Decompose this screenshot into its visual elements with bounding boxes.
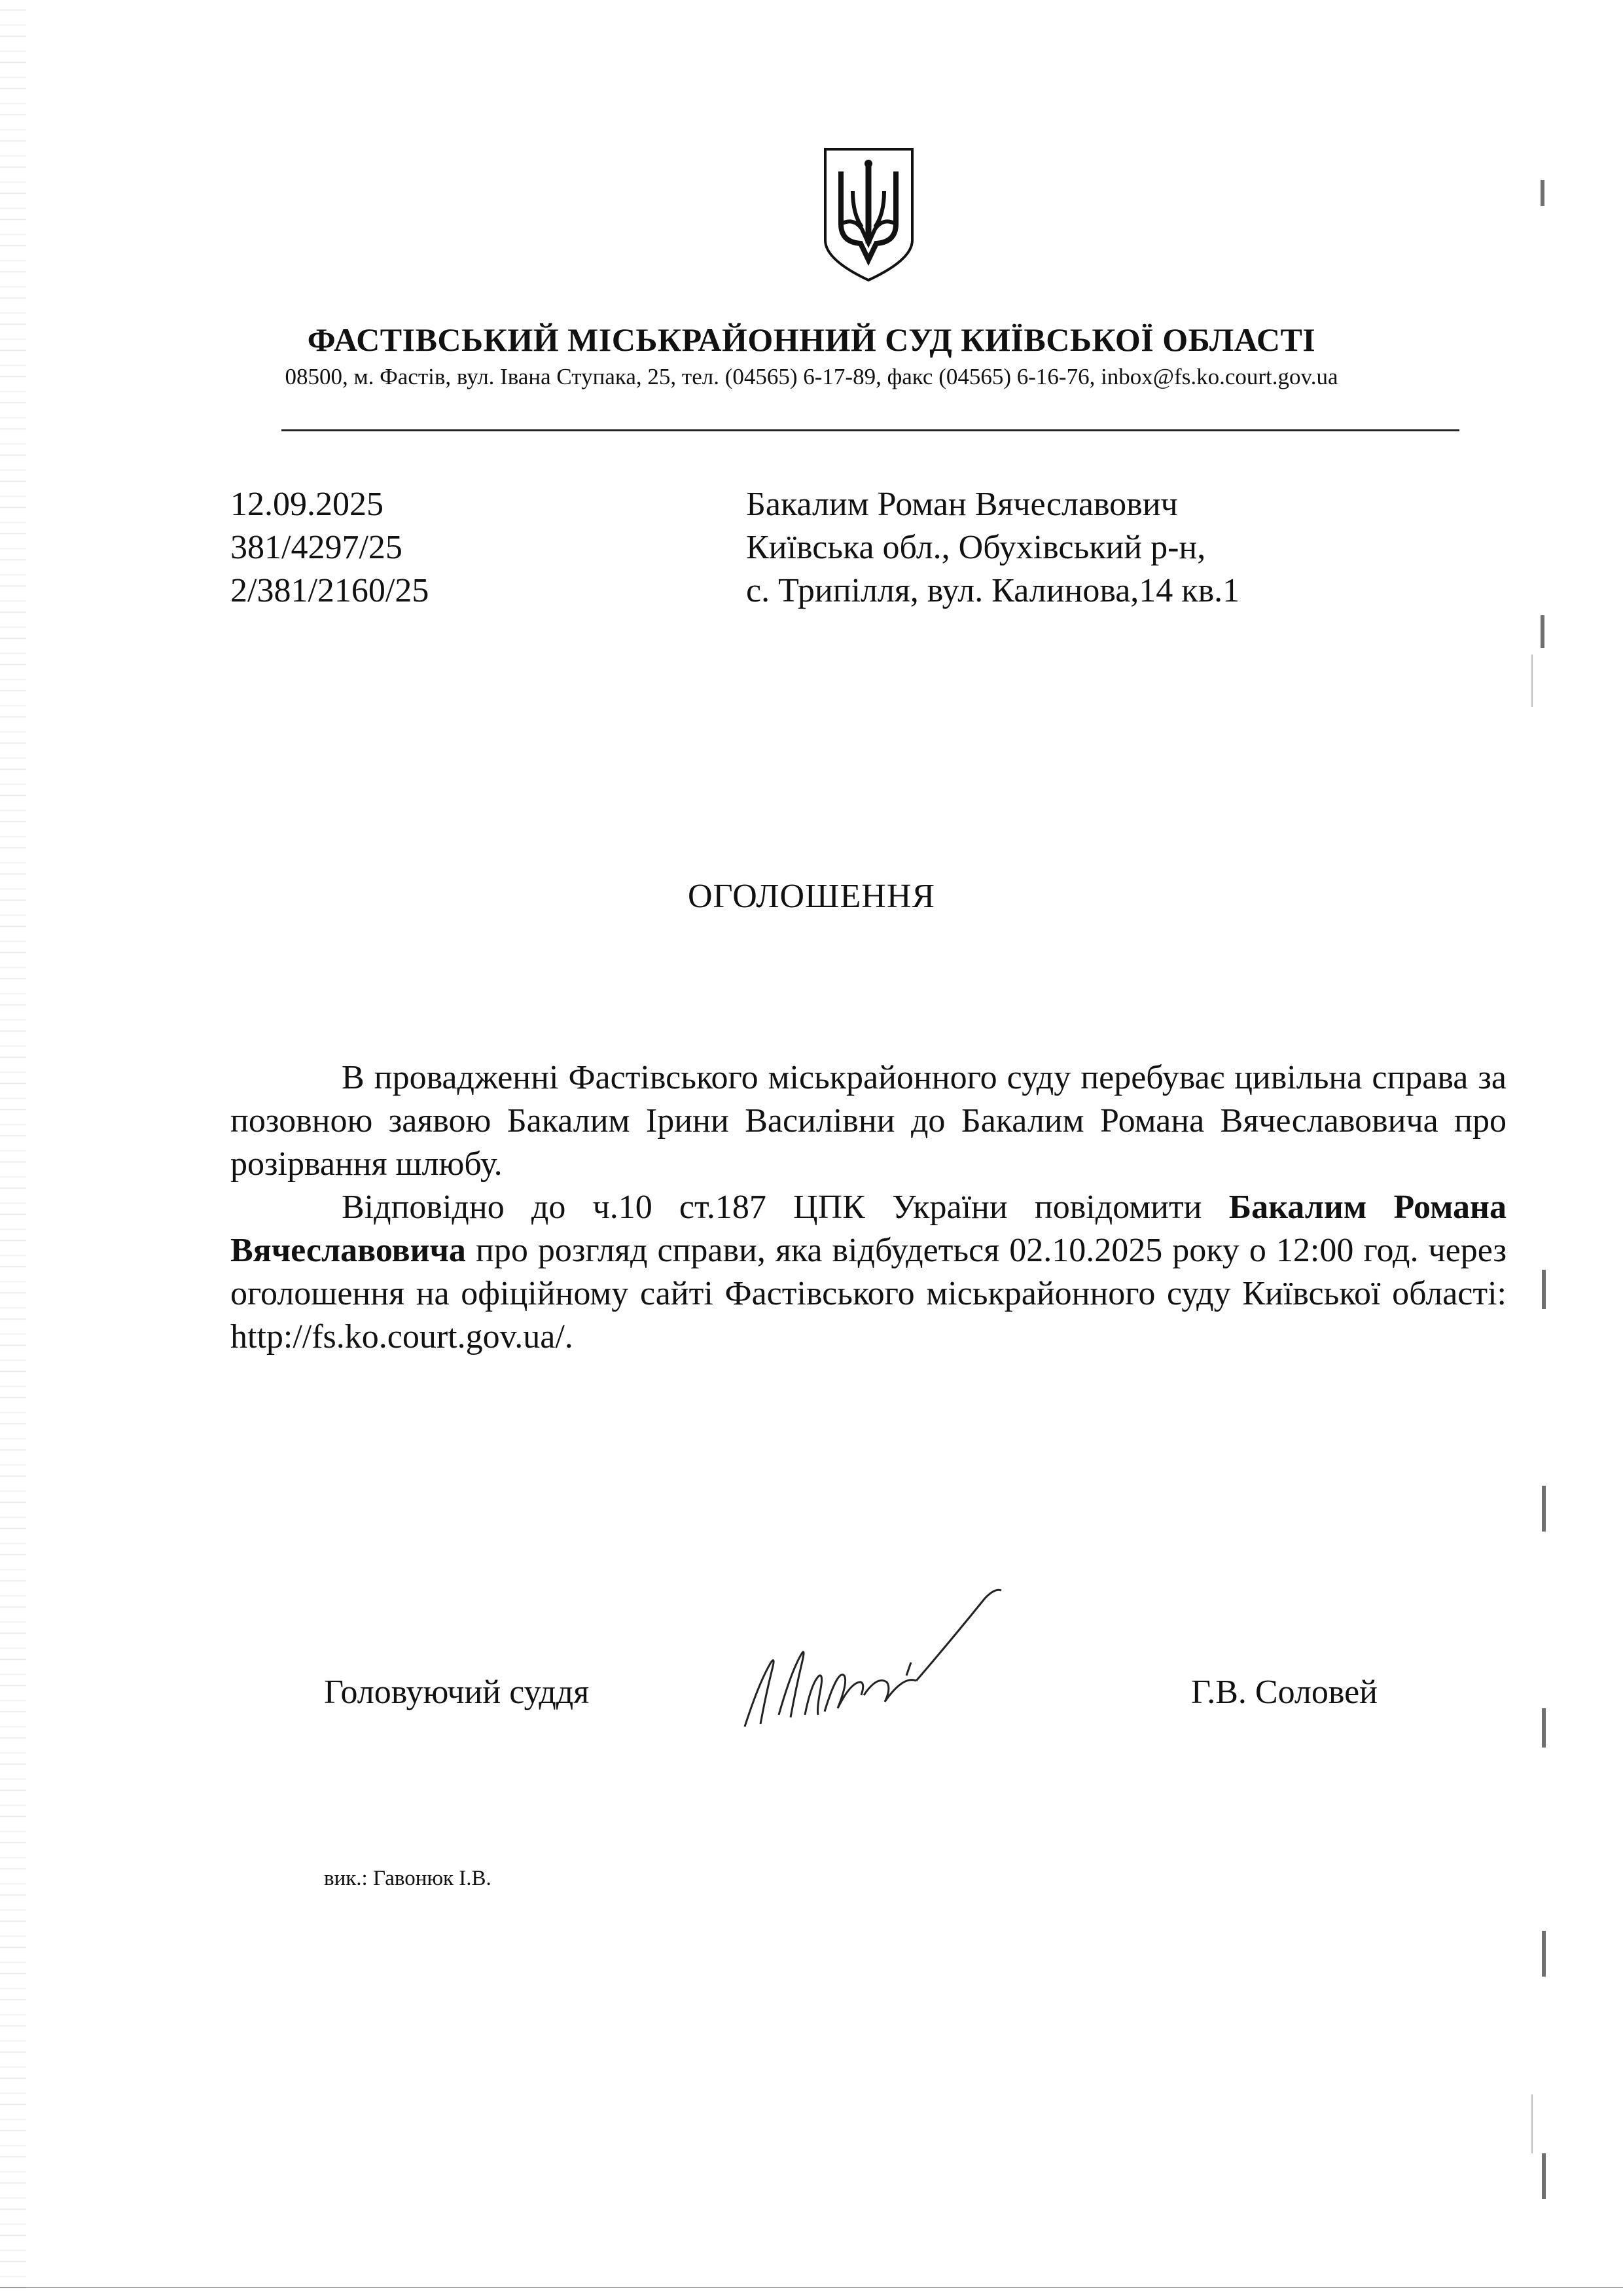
judge-name: Г.В. Соловей	[1191, 1674, 1378, 1711]
handwritten-signature	[740, 1584, 1014, 1734]
header-divider	[281, 429, 1459, 431]
paragraph-2-start: Відповідно до ч.10 ст.187 ЦПК України повідомити	[342, 1189, 1229, 1226]
addressee-name: Бакалим Роман Вячеславович	[746, 486, 1178, 523]
notice-body	[230, 1056, 1507, 1359]
court-address: 08500, м. Фастів, вул. Івана Ступака, 25, тел. (04565) 6-17-89, факс (04565) 6-16-76, inbox@fs.ko.court.gov.ua	[285, 364, 1338, 389]
reference-block	[230, 483, 429, 613]
addressee-address-line-2: с. Трипілля, вул. Калинова,14 кв.1	[746, 572, 1240, 609]
executor-note: вик.: Гавонюк І.В.	[324, 1867, 491, 1890]
judge-role: Головуючий суддя	[324, 1674, 590, 1711]
notice-paragraph-2	[230, 1186, 1507, 1359]
defendant-name-bold: Бакалим Романа Вячеславовича	[230, 1189, 1507, 1269]
document-date: 12.09.2025	[230, 486, 383, 523]
coat-of-arms-icon	[821, 145, 916, 283]
case-number: 2/381/2160/25	[230, 572, 429, 609]
paragraph-2-end: про розгляд справи, яка відбудеться 02.10.2025 року о 12:00 год. через оголошення на офіційному сайті Фастівського міськрайонного суду Київської області: http://fs.ko.court.gov.ua/.	[230, 1232, 1507, 1355]
notice-paragraph-1: В провадженні Фастівського міськрайонного суду перебуває цивільна справа за позовною заявою Бакалим Ірини Василівни до Бакалим Романа Вячеславовича про розірвання шлюбу.	[230, 1059, 1507, 1183]
addressee-block	[746, 483, 1240, 613]
outgoing-number: 381/4297/25	[230, 529, 402, 566]
scan-bottom-line	[0, 2287, 1623, 2288]
court-name: ФАСТІВСЬКИЙ МІСЬКРАЙОННИЙ СУД КИЇВСЬКОЇ ОБЛАСТІ	[307, 321, 1316, 358]
addressee-address-line-1: Київська обл., Обухівський р-н,	[746, 529, 1206, 566]
notice-title: ОГОЛОШЕННЯ	[687, 878, 936, 915]
